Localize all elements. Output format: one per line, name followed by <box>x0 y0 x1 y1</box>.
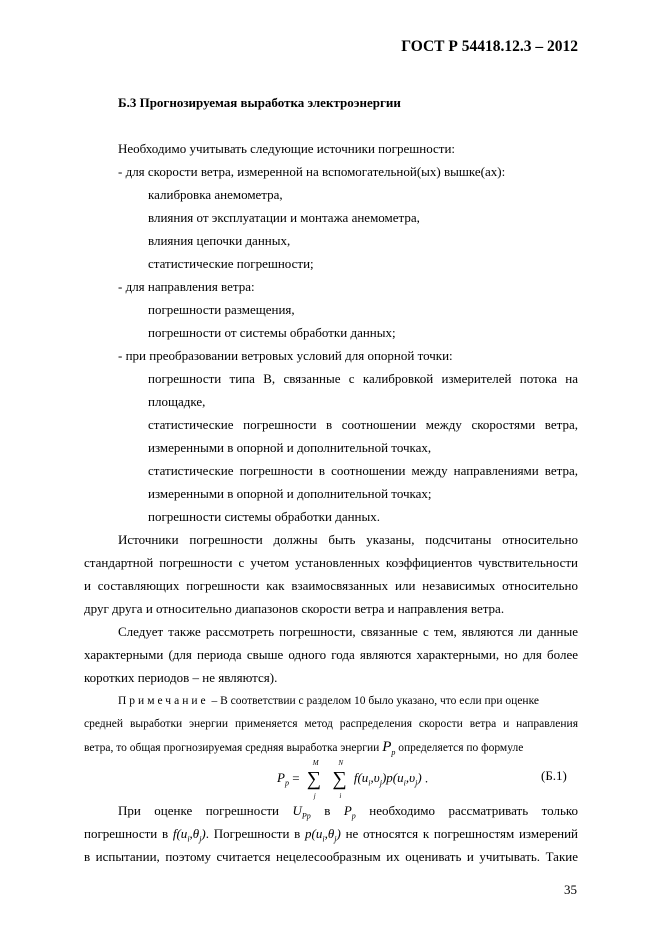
list-item: влияния цепочки данных, <box>148 233 291 248</box>
symbol-pp: $P_p$ <box>382 739 396 757</box>
section-title: Б.3 Прогнозируемая выработка электроэнергии <box>118 95 401 110</box>
list-item: - для скорости ветра, измеренной на вспомогательной(ых) вышке(ах): <box>118 164 506 179</box>
paragraph-line: характерными (для периода свыше одного года являются характерными, но для более <box>84 647 578 662</box>
text-line: измеренными в опорной и дополнительной точках, <box>148 440 432 455</box>
paragraph-line: погрешности в $f(u_i,\theta_j)$. Погрешности в $p(u_i,\theta_j)$ не относятся к погрешностям измерений <box>84 826 579 844</box>
note-text: ветра, то общая прогнозируемая средняя выработка энергии <box>84 742 380 754</box>
list-item: - для направления ветра: <box>118 279 255 294</box>
paragraph-line: стандартной погрешности с учетом установленных коэффициентов чувствительности <box>84 555 578 570</box>
list-item: влияния от эксплуатации и монтажа анемометра, <box>148 210 420 225</box>
paragraph-line: Источники погрешности должны быть указаны, подсчитаны относительно <box>118 532 578 547</box>
list-item: погрешности системы обработки данных. <box>148 509 380 524</box>
paragraph-line: Следует также рассмотреть погрешности, связанные с тем, являются ли данные <box>118 624 578 639</box>
sum-symbol: ∑ M j <box>306 759 322 800</box>
formula-term: $f(u_i,\upsilon_j)p(u_i,\upsilon_j)$ <box>353 770 422 789</box>
list-item: статистические погрешности в соотношении между направлениями ветра, <box>148 463 578 478</box>
formula-lhs: $P_p$ <box>277 770 289 789</box>
paragraph-line: При оценке погрешности $U_{Pp}$ в $P_p$ необходимо рассматривать только <box>118 803 579 821</box>
note-line: средней выработки энергии применяется метод распределения скорости ветра и направления <box>84 718 578 730</box>
text-line: Необходимо учитывать следующие источники погрешности: <box>118 141 456 156</box>
list-item: статистические погрешности; <box>148 256 314 271</box>
paragraph-line: и составляющих погрешности как взаимосвязанных или независимых относительно <box>84 578 578 593</box>
equation-number: (Б.1) <box>541 768 567 783</box>
sum-symbol: ∑ N i <box>332 759 347 800</box>
list-item: - при преобразовании ветровых условий для опорной точки: <box>118 348 453 363</box>
note-text: определяется по формуле <box>398 742 524 754</box>
list-item: статистические погрешности в соотношении между скоростями ветра, <box>148 417 578 432</box>
page-number: 35 <box>564 882 577 897</box>
paragraph-line: в испытании, поэтому считается нецелесообразным их оценивать и учитывать. Такие <box>84 849 578 864</box>
text-line: измеренными в опорной и дополнительной точках; <box>148 486 432 501</box>
list-item: погрешности типа В, связанные с калибровкой измерителей потока на <box>148 371 578 386</box>
document-header: ГОСТ Р 54418.12.3 – 2012 <box>401 38 578 55</box>
list-item: калибровка анемометра, <box>148 187 283 202</box>
list-item: погрешности размещения, <box>148 302 295 317</box>
text-line: площадке, <box>148 394 206 409</box>
formula-b1: $P_p$ = ∑ M j ∑ N i $f(u_i,\upsilon_j)p(u_i,\upsilon_j)$ . <box>277 759 429 800</box>
note-label: Примечание <box>118 695 209 707</box>
paragraph-line: коротких периодов – не являются). <box>84 670 278 685</box>
note-text: – В соответствии с разделом 10 было указано, что если при оценке <box>208 695 539 707</box>
note-line <box>84 739 523 761</box>
note-line <box>118 693 578 709</box>
paragraph-line: друг друга и относительно диапазонов скорости ветра и направления ветра. <box>84 601 505 616</box>
list-item: погрешности от системы обработки данных; <box>148 325 396 340</box>
